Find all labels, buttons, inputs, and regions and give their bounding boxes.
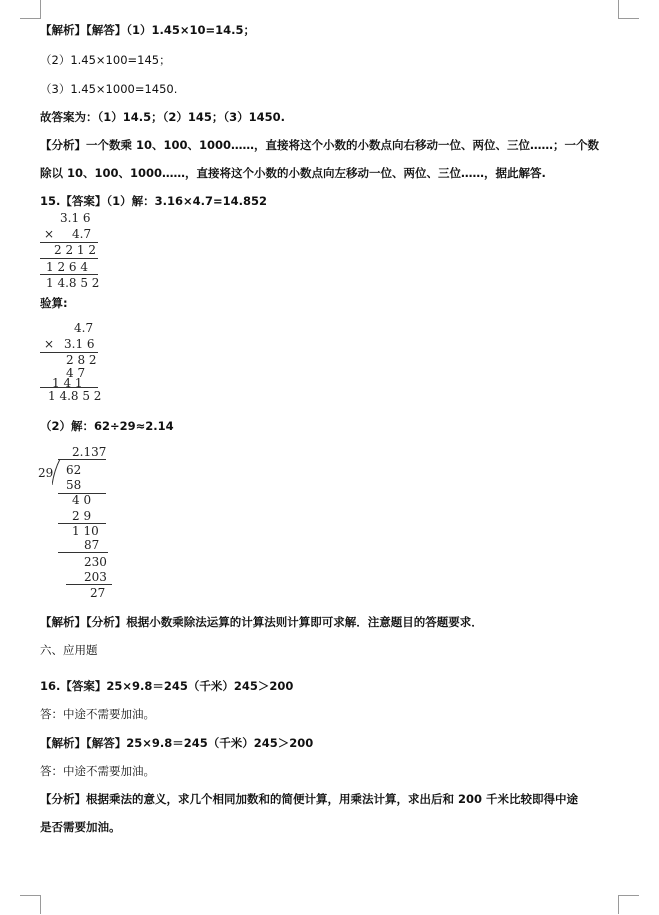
- verification-label: 验算:: [40, 296, 68, 310]
- page-corner-mark: [618, 895, 639, 914]
- remainder: 4 0: [72, 493, 92, 507]
- times-sign: ×: [44, 337, 55, 351]
- multiplication-working: [40, 211, 110, 291]
- division-bracket: [52, 459, 62, 485]
- verification-working: [40, 321, 110, 405]
- partial-product: 1 4 1: [52, 376, 83, 390]
- remainder: 230: [84, 555, 107, 569]
- analysis-paragraph: 是否需要加油。: [40, 820, 121, 834]
- analysis-paragraph: 【分析】根据乘法的意义，求几个相同加数和的简便计算，用乘法计算，求出后和 200 千米比较即得中途: [40, 792, 579, 806]
- page-corner-mark: [20, 0, 41, 19]
- calc-rule: [40, 387, 98, 388]
- times-sign: ×: [44, 227, 55, 241]
- subtrahend: 203: [84, 570, 107, 584]
- calc-rule: [40, 274, 98, 275]
- subtrahend: 87: [84, 538, 100, 552]
- analysis-line: 【解析】【分析】根据小数乘除法运算的计算法则计算即可求解．注意题目的答题要求．: [40, 615, 483, 629]
- answer-line: （2）1.45×100=145；: [40, 53, 171, 67]
- analysis-line: 【解析】【解答】25×9.8＝245（千米）245＞200: [40, 736, 314, 750]
- multiplier: 3.1 6: [64, 337, 95, 351]
- divisor: 29: [38, 466, 54, 480]
- partial-product: 2 8 2: [66, 353, 97, 367]
- product: 1 4.8 5 2: [46, 276, 100, 290]
- subtrahend: 2 9: [72, 509, 92, 523]
- analysis-paragraph: 【分析】一个数乘 10、100、1000……，直接将这个小数的小数点向右移动一位、两位、三位……；一个数: [40, 138, 600, 152]
- analysis-paragraph: 除以 10、100、1000……，直接将这个小数的小数点向左移动一位、两位、三位……，据此解答.: [40, 166, 546, 180]
- final-answer-line: 故答案为：（1）14.5；（2）145；（3）1450.: [40, 110, 286, 124]
- subtrahend: 58: [66, 478, 82, 492]
- answer-line: 答：中途不需要加油。: [40, 707, 155, 721]
- multiplier: 4.7: [72, 227, 92, 241]
- division-bar: [58, 459, 106, 460]
- answer-line: （3）1.45×1000=1450.: [40, 82, 178, 96]
- question-15-answer: 15.【答案】（1）解：3.16×4.7=14.852: [40, 194, 268, 208]
- dividend: 62: [66, 463, 82, 477]
- multiplicand: 4.7: [74, 321, 94, 335]
- partial-product: 1 2 6 4: [46, 260, 88, 274]
- quotient: 2.137: [72, 445, 107, 459]
- partial-product: 2 2 1 2: [54, 243, 96, 257]
- answer-line: 答：中途不需要加油。: [40, 764, 155, 778]
- multiplicand: 3.1 6: [60, 211, 91, 225]
- calc-rule: [40, 258, 98, 259]
- remainder: 27: [90, 586, 106, 600]
- page-corner-mark: [20, 895, 41, 914]
- remainder: 1 10: [72, 524, 99, 538]
- long-division-working: [36, 444, 126, 604]
- division-question: （2）解：62÷29≈2.14: [40, 419, 174, 433]
- product: 1 4.8 5 2: [48, 389, 102, 403]
- calc-rule: [66, 584, 112, 585]
- page-corner-mark: [618, 0, 639, 19]
- question-16-answer: 16.【答案】25×9.8＝245（千米）245＞200: [40, 679, 294, 693]
- partial-product: 4 7: [66, 366, 86, 380]
- section-heading: 六、应用题: [40, 643, 98, 657]
- analysis-line: 【解析】【解答】（1）1.45×10=14.5；: [40, 23, 256, 37]
- calc-rule: [58, 552, 108, 553]
